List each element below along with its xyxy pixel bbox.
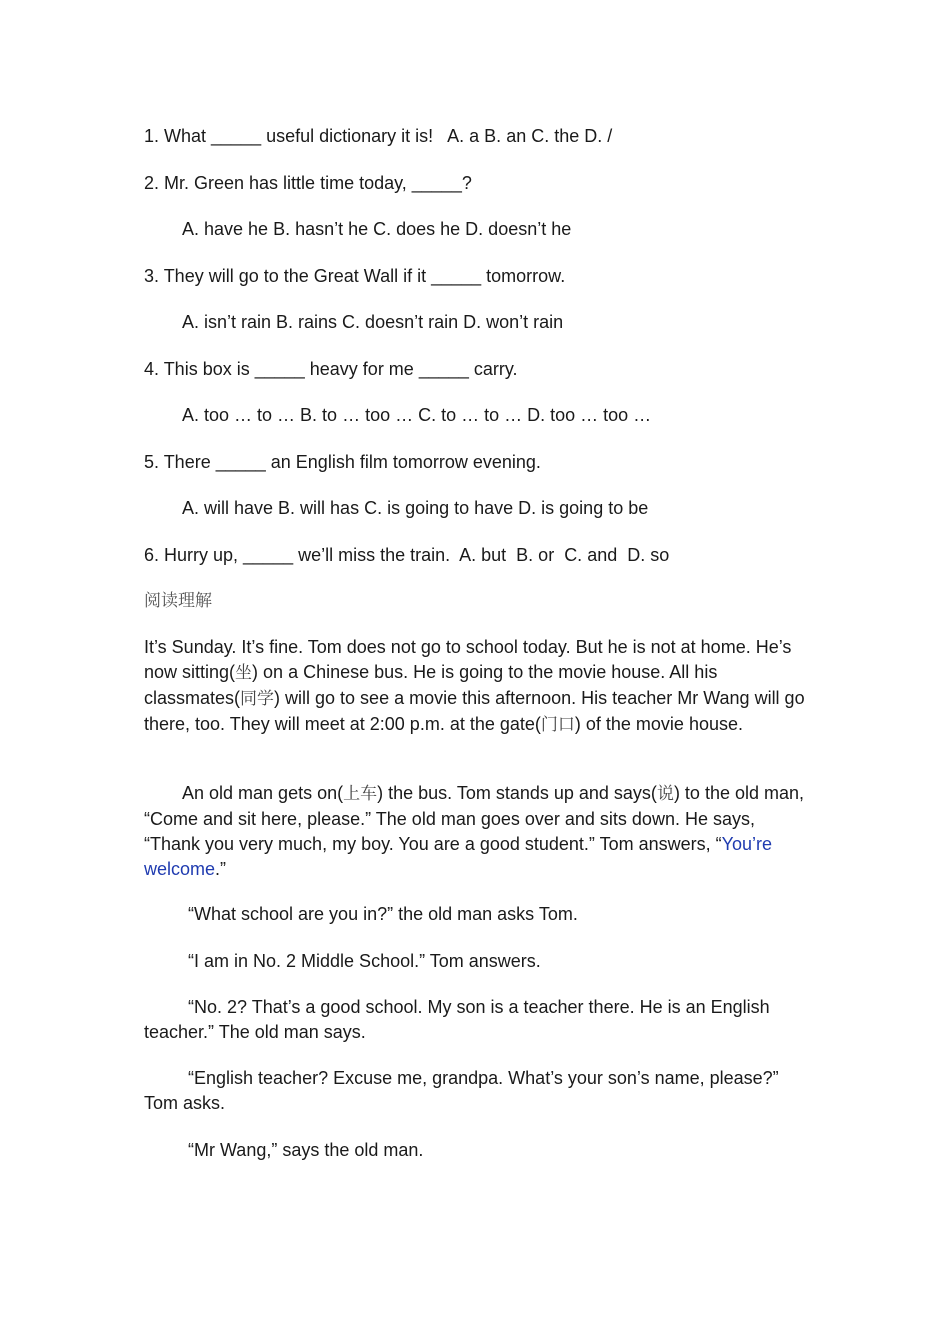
- dialogue-line-2: “I am in No. 2 Middle School.” Tom answers.: [188, 951, 541, 971]
- question-4-options: A. too … to … B. to … too … C. to … to … D. too … too …: [182, 405, 652, 425]
- question-6: 6. Hurry up, _____ we’ll miss the train. A. but B. or C. and D. so: [144, 545, 670, 565]
- reading-heading: 阅读理解: [144, 591, 212, 611]
- reading-paragraph-2: An old man gets on(上车) the bus. Tom stands up and says(说) to the old man, “Come and sit here, please.” The old man goes over and sits down. He says, “Thank you very much, my boy. You are a good student.” Tom answers, “You’re welcome.”: [144, 783, 805, 879]
- dialogue-line-1: “What school are you in?” the old man asks Tom.: [188, 904, 578, 924]
- dialogue-line-4: “English teacher? Excuse me, grandpa. What’s your son’s name, please?” Tom asks.: [144, 1068, 779, 1113]
- question-5: 5. There _____ an English film tomorrow evening.: [144, 452, 541, 472]
- question-3: 3. They will go to the Great Wall if it _____ tomorrow.: [144, 266, 566, 286]
- question-3-options: A. isn’t rain B. rains C. doesn’t rain D. won’t rain: [182, 312, 564, 332]
- reading-paragraph-1: It’s Sunday. It’s fine. Tom does not go to school today. But he is not at home. He’s now sitting(坐) on a Chinese bus. He is going to the movie house. All his classmates(同学) will go to see a movie this afternoon. His teacher Mr Wang will go there, too. They will meet at 2:00 p.m. at the gate(门口) of the movie house.: [144, 637, 805, 735]
- question-4: 4. This box is _____ heavy for me _____ carry.: [144, 359, 518, 379]
- question-2-options: A. have he B. hasn’t he C. does he D. doesn’t he: [182, 219, 572, 239]
- question-1: 1. What _____ useful dictionary it is! A. a B. an C. the D. /: [144, 126, 613, 146]
- highlighted-phrase: You’re welcome: [144, 834, 773, 879]
- question-5-options: A. will have B. will has C. is going to have D. is going to be: [182, 498, 649, 518]
- dialogue-line-5: “Mr Wang,” says the old man.: [188, 1140, 424, 1160]
- dialogue-line-3: “No. 2? That’s a good school. My son is a teacher there. He is an English teacher.” The old man says.: [144, 997, 770, 1042]
- question-2: 2. Mr. Green has little time today, _____?: [144, 173, 472, 193]
